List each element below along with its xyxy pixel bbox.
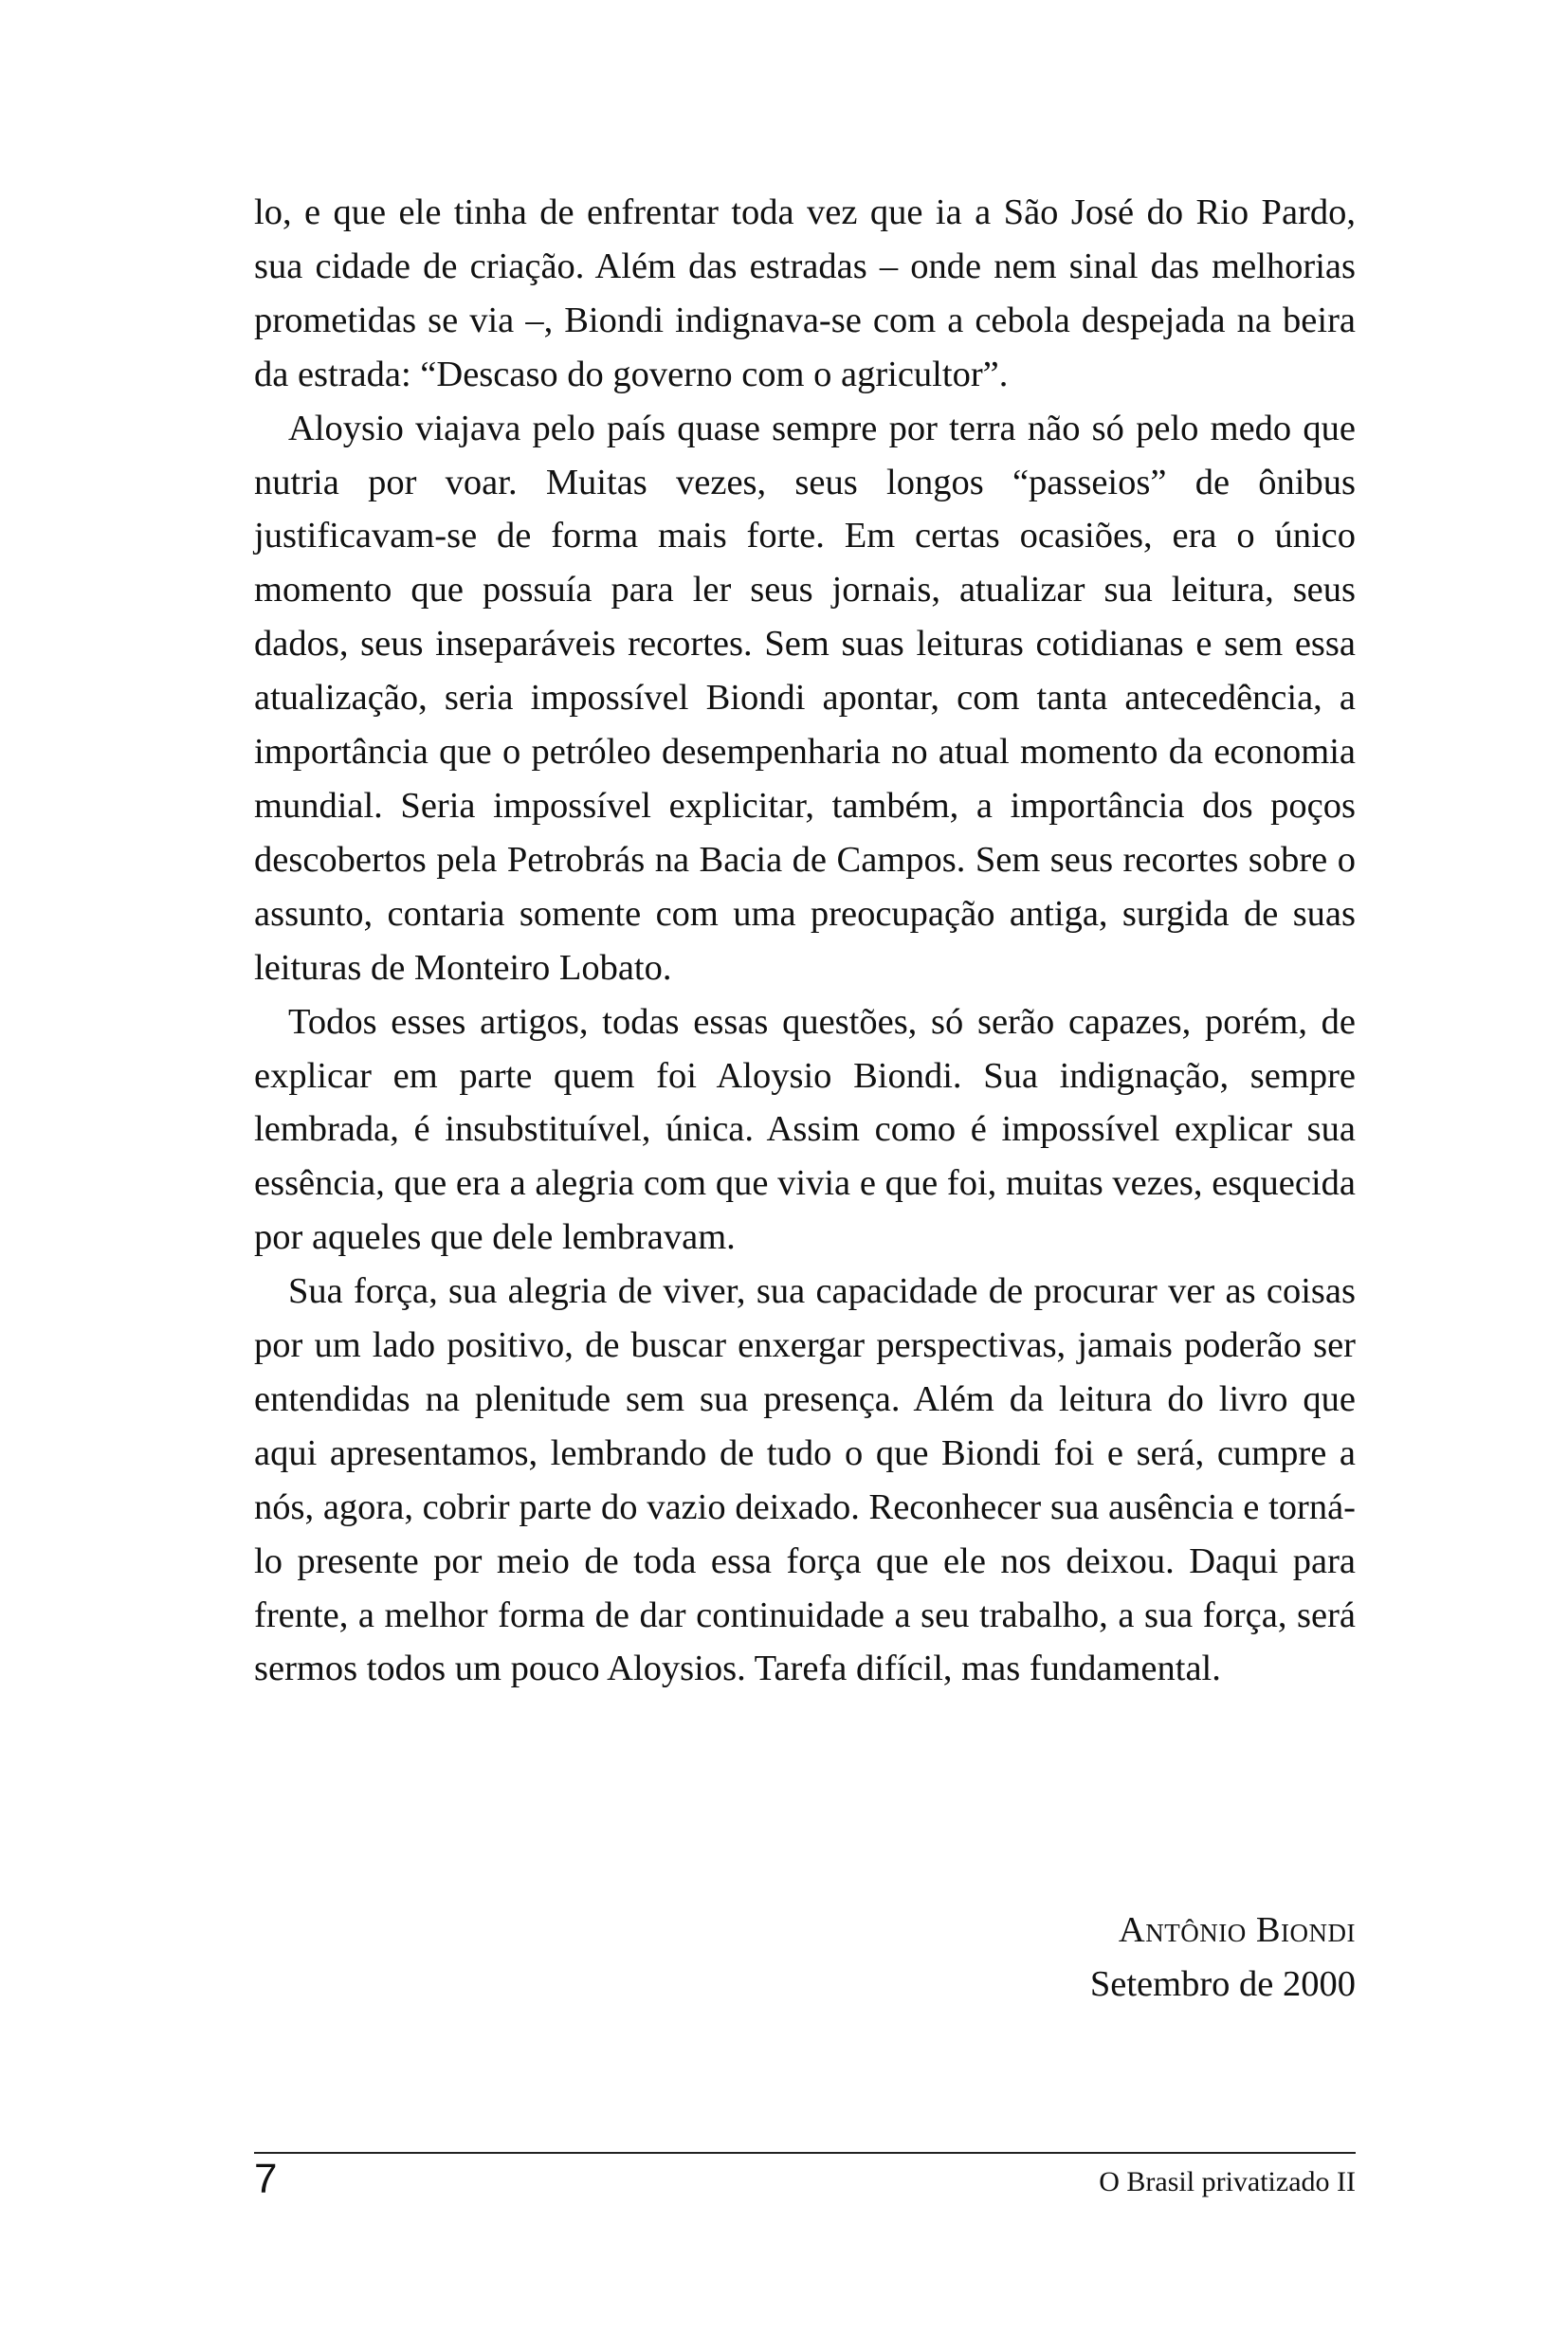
signature-block [1090,1904,1356,2012]
author-name: Antônio Biondi [1118,1910,1356,1950]
main-text [254,186,1356,1696]
running-title: O Brasil privatizado II [1099,2166,1356,2197]
footer-divider [254,2152,1356,2154]
paragraph-1: lo, e que ele tinha de enfrentar toda vez que ia a São José do Rio Pardo, sua cidade de criação. Além das estradas – onde nem sinal das melhorias prometidas se via –, Biondi indignava-se com a cebola despejada na beira da estrada: “Descaso do governo com o agricultor”. [254,192,1356,394]
signature-date: Setembro de 2000 [1089,1963,1356,2004]
paragraph-4: Sua força, sua alegria de viver, sua capacidade de procurar ver as coisas por um lado positivo, de buscar enxergar perspectivas, jamais poderão ser entendidas na plenitude sem sua presença. Além da leitura do livro que aqui apresentamos, lembrando de tudo o que Biondi foi e será, cumpre a nós, agora, cobrir parte do vazio deixado. Reconhecer sua ausência e torná-lo presente por meio de toda essa força que ele nos deixou. Daqui para frente, a melhor forma de dar continuidade a seu trabalho, a sua força, será sermos todos um pouco Aloysios. Tarefa difícil, mas fundamental. [254,1271,1356,1689]
paragraph-2: Aloysio viajava pelo país quase sempre por terra não só pelo medo que nutria por voar. Muitas vezes, seus longos “passeios” de ônibus justificavam-se de forma mais forte. Em certas ocasiões, era o único momento que possuía para ler seus jornais, atualizar sua leitura, seus dados, seus inseparáveis recortes. Sem suas leituras cotidianas e sem essa atualização, seria impossível Biondi apontar, com tanta antecedência, a importância que o petróleo desempenharia no atual momento da economia mundial. Seria impossível explicitar, também, a importância dos poços descobertos pela Petrobrás na Bacia de Campos. Sem seus recortes sobre o assunto, contaria somente com uma preocupação antiga, surgida de suas leituras de Monteiro Lobato. [254,408,1356,988]
paragraph-3: Todos esses artigos, todas essas questões, só serão capazes, porém, de explicar em parte quem foi Aloysio Biondi. Sua indignação, sempre lembrada, é insubstituível, única. Assim como é impossível explicar sua essência, que era a alegria com que vivia e que foi, muitas vezes, esquecida por aqueles que dele lembravam. [254,1001,1356,1258]
page-number: 7 [254,2156,278,2202]
